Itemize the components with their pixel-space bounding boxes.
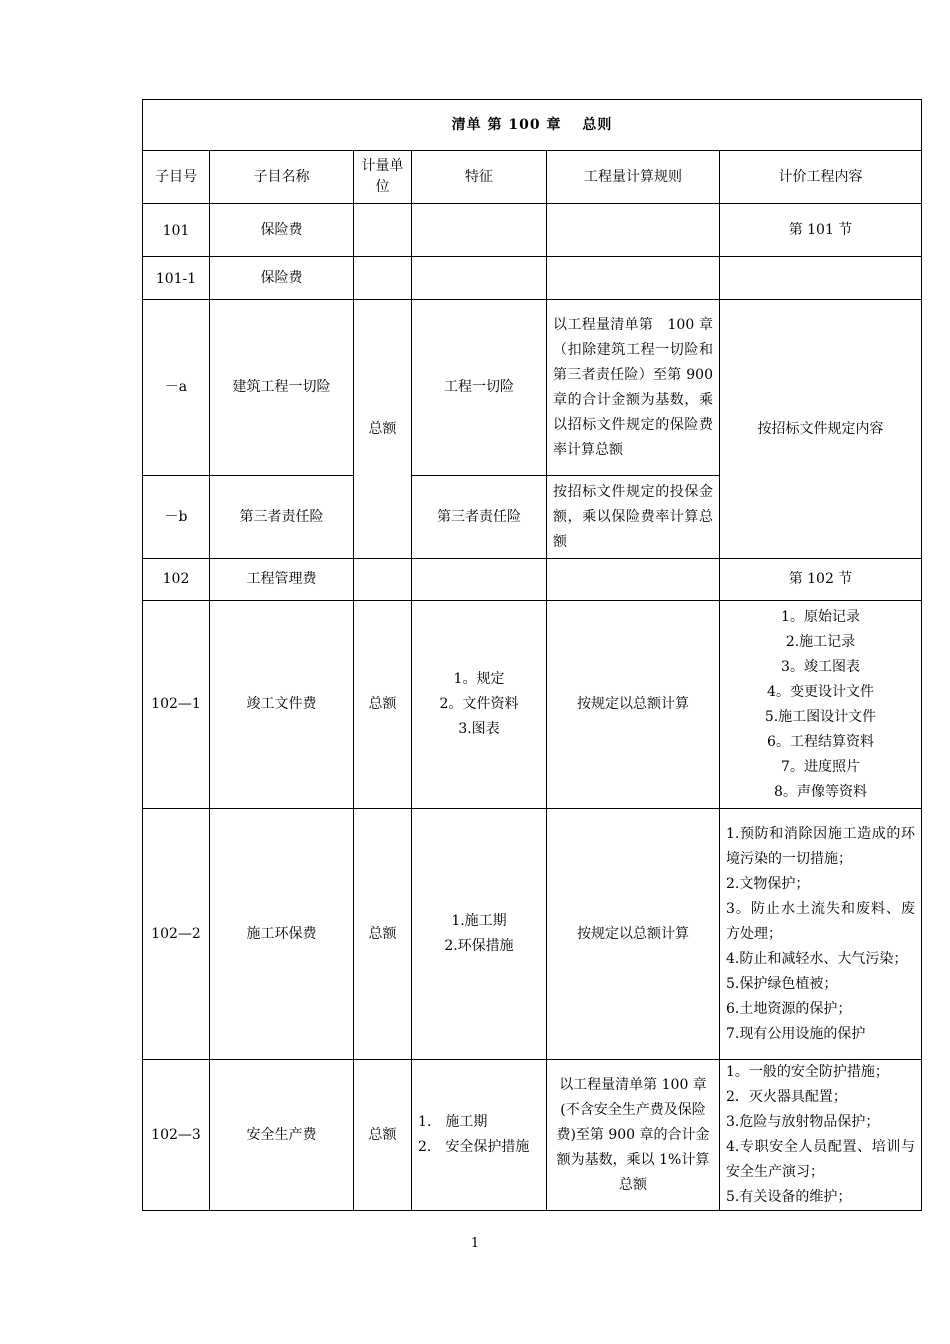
row-name: 施工环保费 xyxy=(210,809,354,1060)
content-item: 5.保护绿色植被； xyxy=(726,975,838,992)
content-item: 5.有关设备的维护； xyxy=(726,1189,852,1205)
row-feature xyxy=(412,1060,547,1211)
row-code: －b xyxy=(143,476,210,559)
row-rule: 以工程量清单第 100 章（扣除建筑工程一切险和第三者责任险）至第 900 章的合计金额为基数，乘以招标文件规定的保险费率计算总额 xyxy=(547,300,720,476)
row-code: 102—1 xyxy=(143,601,210,809)
row-rule: 按规定以总额计算 xyxy=(547,601,720,809)
header-content: 计价工程内容 xyxy=(720,151,922,204)
content-item: 3.危险与放射物品保护； xyxy=(726,1114,880,1130)
content-item: 1.预防和消除因施工造成的环境污染的一切措施； xyxy=(726,825,916,867)
header-unit: 计量单位 xyxy=(354,151,412,204)
row-name: 竣工文件费 xyxy=(210,601,354,809)
header-row xyxy=(143,151,922,204)
row-name: 建筑工程一切险 xyxy=(210,300,354,476)
content-item: 6.土地资源的保护； xyxy=(726,1000,852,1017)
content-item: 6。工程结算资料 xyxy=(767,733,874,750)
feature-item: 1.施工期 xyxy=(451,913,507,929)
title-row xyxy=(143,100,922,151)
feature-item: 2.环保措施 xyxy=(444,938,514,954)
content-item: 4.专职安全人员配置、培训与安全生产演习； xyxy=(726,1139,916,1180)
feature-item: 1. 施工期 xyxy=(418,1114,488,1130)
row-name: 工程管理费 xyxy=(210,559,354,601)
row-feature xyxy=(412,809,547,1060)
row-rule xyxy=(547,257,720,300)
row-unit xyxy=(354,204,412,257)
row-content xyxy=(720,601,922,809)
content-item: 2．灭火器具配置； xyxy=(726,1089,847,1105)
row-content xyxy=(720,809,922,1060)
row-rule xyxy=(547,204,720,257)
row-content xyxy=(720,1060,922,1211)
table-row xyxy=(143,1060,922,1211)
row-rule: 以工程量清单第 100 章(不含安全生产费及保险费)至第 900 章的合计金额为基数，乘以 1%计算总额 xyxy=(547,1060,720,1211)
row-feature xyxy=(412,204,547,257)
table-row xyxy=(143,257,922,300)
row-unit xyxy=(354,559,412,601)
row-feature xyxy=(412,257,547,300)
row-content xyxy=(720,257,922,300)
header-name: 子目名称 xyxy=(210,151,354,204)
table-row xyxy=(143,204,922,257)
row-code: －a xyxy=(143,300,210,476)
feature-item: 2。文件资料 xyxy=(439,696,519,712)
row-code: 101 xyxy=(143,204,210,257)
feature-item: 3.图表 xyxy=(458,721,500,737)
content-item: 5.施工图设计文件 xyxy=(764,708,877,725)
row-rule: 按规定以总额计算 xyxy=(547,809,720,1060)
row-name: 保险费 xyxy=(210,204,354,257)
content-item: 7.现有公用设施的保护 xyxy=(726,1025,866,1042)
bill-of-quantities-table xyxy=(142,99,922,1211)
header-rule: 工程量计算规则 xyxy=(547,151,720,204)
row-rule: 按招标文件规定的投保金额，乘以保险费率计算总额 xyxy=(547,476,720,559)
content-item: 7。进度照片 xyxy=(781,758,860,775)
content-item: 4.防止和减轻水、大气污染； xyxy=(726,950,908,967)
row-content: 第 102 节 xyxy=(720,559,922,601)
row-rule xyxy=(547,559,720,601)
content-item: 1。一般的安全防护措施； xyxy=(726,1064,889,1080)
content-item: 3。防止水土流失和废料、废方处理； xyxy=(726,900,916,942)
row-code: 102 xyxy=(143,559,210,601)
row-name: 安全生产费 xyxy=(210,1060,354,1211)
row-unit: 总额 xyxy=(354,601,412,809)
row-feature: 工程一切险 xyxy=(412,300,547,476)
row-code: 102—3 xyxy=(143,1060,210,1211)
table-row xyxy=(143,809,922,1060)
page-number: 1 xyxy=(470,1236,480,1251)
row-feature xyxy=(412,601,547,809)
table-row xyxy=(143,601,922,809)
header-feature: 特征 xyxy=(412,151,547,204)
content-item: 4。变更设计文件 xyxy=(767,683,874,700)
row-name: 第三者责任险 xyxy=(210,476,354,559)
row-feature: 第三者责任险 xyxy=(412,476,547,559)
content-item: 8。声像等资料 xyxy=(774,783,867,800)
row-feature xyxy=(412,559,547,601)
feature-item: 1。规定 xyxy=(453,671,505,687)
header-code: 子目号 xyxy=(143,151,210,204)
row-unit: 总额 xyxy=(354,809,412,1060)
row-unit: 总额 xyxy=(354,300,412,559)
row-unit xyxy=(354,257,412,300)
content-item: 1。原始记录 xyxy=(781,608,860,625)
row-name: 保险费 xyxy=(210,257,354,300)
feature-item: 2. 安全保护措施 xyxy=(418,1139,530,1155)
row-unit: 总额 xyxy=(354,1060,412,1211)
table-row xyxy=(143,300,922,476)
table-title: 清单 第 100 章 总则 xyxy=(143,100,922,151)
row-code: 101-1 xyxy=(143,257,210,300)
content-item: 2.施工记录 xyxy=(785,633,856,650)
table-row xyxy=(143,559,922,601)
row-content: 第 101 节 xyxy=(720,204,922,257)
row-content: 按招标文件规定内容 xyxy=(720,300,922,559)
content-item: 2.文物保护； xyxy=(726,875,810,892)
content-item: 3。竣工图表 xyxy=(781,658,860,675)
row-code: 102—2 xyxy=(143,809,210,1060)
